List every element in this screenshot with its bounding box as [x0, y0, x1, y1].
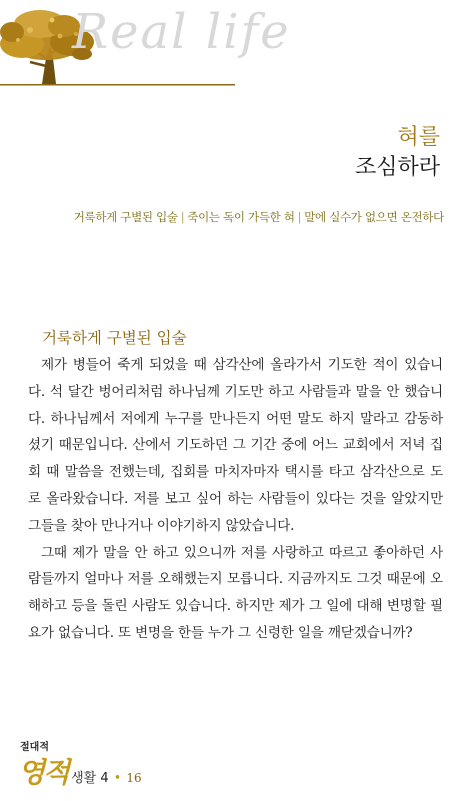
footer-top-label: 절대적 [20, 742, 49, 753]
chapter-toc [74, 209, 444, 225]
paragraph: 제가 병들어 죽게 되었을 때 삼각산에 올라가서 기도한 적이 있습니다. 석 달간 벙어리처럼 하나님께 기도만 하고 사람들과 말을 안 했습니다. 하나님께서 저에게 누구를 만나든지 어떤 말도 하지 말라고 감동하셨기 때문입니다. 산에서 기도하던 그 기간 중에 어느 교회에서 저녁 집회 때 말씀을 전했는데, 집회를 마치자마자 택시를 타고 삼각산으로 도로 올라왔습니다. 저를 보고 싶어 하는 사람들이 있다는 것을 알았지만 그들을 찾아 만나거나 이야기하지 않았습니다. [28, 357, 443, 534]
paragraph: 그때 제가 말을 안 하고 있으니까 저를 사랑하고 따르고 좋아하던 사람들까지 얼마나 저를 오해했는지 모릅니다. 지금까지도 그것 때문에 오해하고 등을 돌린 사람도 있습니다. 하지만 제가 그 일에 대해 변명할 필요가 없습니다. 또 변명을 한들 누가 그 신령한 일을 깨닫겠습니까? [28, 544, 443, 641]
bullet-icon: • [113, 771, 122, 786]
toc-separator: | [297, 210, 302, 224]
chapter-title: 혀를 [397, 125, 440, 150]
footer-row [18, 751, 142, 791]
series-label: 생활 4 [71, 771, 109, 786]
header-decor-text: Real life [72, 4, 291, 60]
toc-item: 거룩하게 구별된 입술 [73, 210, 178, 224]
section-heading: 거룩하게 구별된 입술 [42, 329, 187, 347]
page-footer [18, 738, 142, 791]
toc-item: 말에 실수가 없으면 온전하다 [304, 210, 444, 224]
toc-item: 죽이는 독이 가득한 혀 [187, 210, 295, 224]
page-number: 16 [126, 771, 142, 785]
series-logo: 영적 [18, 756, 69, 789]
body-text [28, 352, 443, 647]
chapter-subtitle: 조심하라 [354, 155, 440, 180]
toc-separator: | [180, 210, 185, 224]
